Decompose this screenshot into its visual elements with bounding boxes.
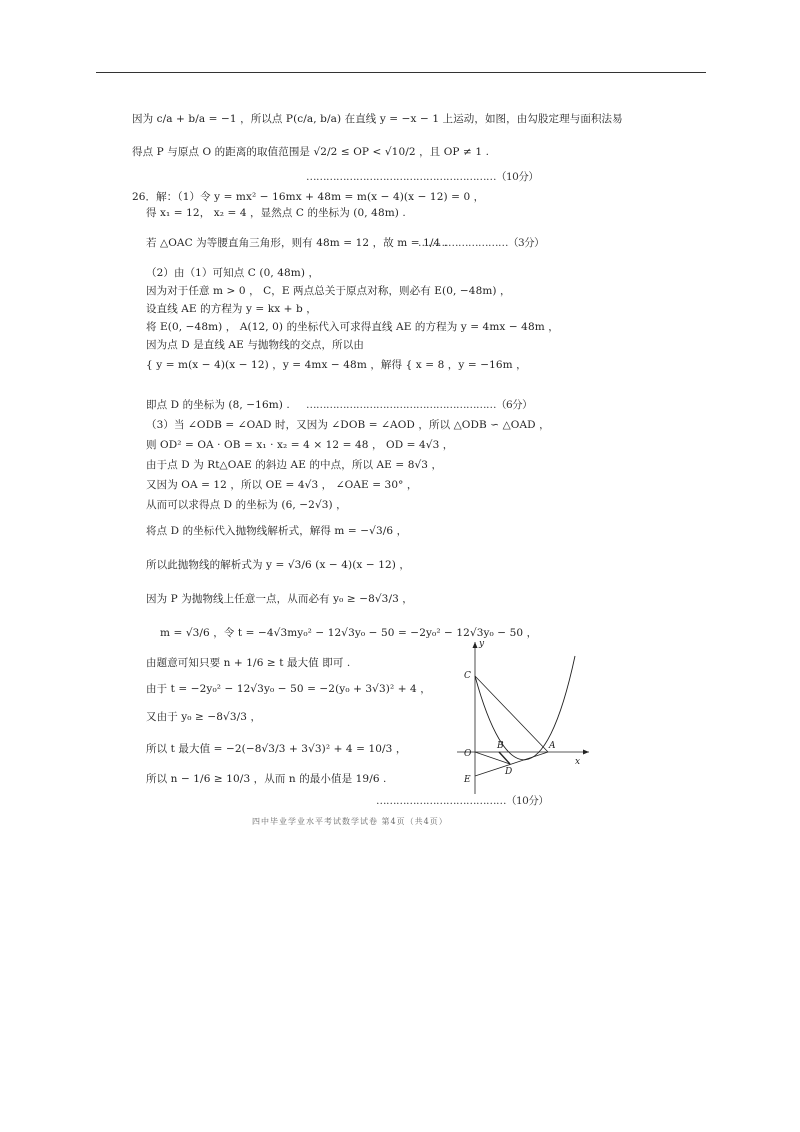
- parabola-curve: [475, 656, 575, 760]
- solution-line: 因为 P 为抛物线上任意一点，从而必有 y₀ ≥ −8√3/3 ，: [146, 593, 413, 605]
- label-A: A: [549, 741, 556, 751]
- parabola-diagram: [455, 636, 595, 796]
- label-D: D: [505, 767, 513, 777]
- label-y: y: [479, 639, 485, 649]
- label-C: C: [464, 671, 471, 681]
- solution-line: 由于 t = −2y₀² − 12√3y₀ − 50 = −2(y₀ + 3√3)² + 4 ，: [146, 683, 431, 695]
- solution-line: { y = m(x − 4)(x − 12) ，y = 4mx − 48m ，解得 { x = 8 ，y = −16m ，: [146, 359, 527, 371]
- solution-line: 因为点 D 是直线 AE 与抛物线的交点，所以由: [146, 339, 364, 351]
- header-rule: [96, 72, 706, 73]
- solution-line: m = √3/6 ，令 t = −4√3my₀² − 12√3y₀ − 50 = −2y₀² − 12√3y₀ − 50 ，: [160, 627, 538, 639]
- solution-line: 又因为 OA = 12 ，所以 OE = 4√3 ， ∠OAE = 30° ，: [146, 479, 418, 491]
- solution-line: 由题意可知只要 n + 1/6 ≥ t 最大值 即可 .: [146, 657, 351, 669]
- score-marker: …………………………………………………（10分）: [306, 171, 539, 183]
- label-B: B: [497, 741, 504, 751]
- solution-line: 若 △OAC 为等腰直角三角形，则有 48m = 12 ，故 m = 1/4 .: [146, 237, 448, 249]
- label-E: E: [464, 775, 471, 785]
- line-CA: [475, 676, 548, 752]
- solution-line: 即点 D 的坐标为 (8, −16m) .: [146, 399, 290, 411]
- solution-line: 设直线 AE 的方程为 y = kx + b ，: [146, 303, 317, 315]
- label-O: O: [464, 749, 472, 759]
- solution-line: 由于点 D 为 Rt△OAE 的斜边 AE 的中点，所以 AE = 8√3 ，: [146, 459, 443, 471]
- solution-line: 因为 c/a + b/a = −1 ，所以点 P(c/a, b/a) 在直线 y = −x − 1 上运动，如图，由勾股定理与面积法易: [132, 113, 623, 125]
- label-x: x: [575, 757, 581, 767]
- solution-line: （3）当 ∠ODB = ∠OAD 时，又因为 ∠DOB = ∠AOD ，所以 △ODB ∽ △OAD ，: [146, 419, 550, 431]
- solution-line: 则 OD² = OA · OB = x₁ · x₂ = 4 × 12 = 48 ， OD = 4√3 ，: [146, 439, 454, 451]
- solution-line: 因为对于任意 m > 0 ， C，E 两点总关于原点对称，则必有 E(0, −48m) ，: [146, 285, 511, 297]
- x-axis-arrow: [583, 750, 589, 755]
- solution-line: 将 E(0, −48m) ， A(12, 0) 的坐标代入可求得直线 AE 的方程为 y = 4mx − 48m ，: [146, 321, 559, 333]
- solution-line: （2）由（1）可知点 C (0, 48m) ，: [146, 267, 320, 279]
- solution-line: 所以 t 最大值 = −2(−8√3/3 + 3√3)² + 4 = 10/3 ，: [146, 743, 407, 755]
- score-marker: ………………………（3分）: [418, 237, 545, 249]
- solution-line: 所以 n − 1/6 ≥ 10/3 ，从而 n 的最小值是 19/6 .: [146, 773, 387, 785]
- score-marker: …………………………………（10分）: [376, 795, 549, 807]
- solution-line: 所以此抛物线的解析式为 y = √3/6 (x − 4)(x − 12) ，: [146, 559, 411, 571]
- solution-line: 26．解：（1）令 y = mx² − 16mx + 48m = m(x − 4)(x − 12) = 0 ，: [132, 191, 485, 203]
- solution-line: 得点 P 与原点 O 的距离的取值范围是 √2/2 ≤ OP < √10/2 ，且 OP ≠ 1 .: [132, 146, 490, 158]
- solution-line: 将点 D 的坐标代入抛物线解析式，解得 m = −√3/6 ，: [146, 525, 408, 537]
- solution-line: 从而可以求得点 D 的坐标为 (6, −2√3) ，: [146, 499, 347, 511]
- page-footer: 四中毕业学业水平考试数学试卷 第4页（共4页）: [252, 817, 448, 826]
- score-marker: …………………………………………………（6分）: [306, 399, 533, 411]
- solution-line: 又由于 y₀ ≥ −8√3/3 ，: [146, 711, 262, 723]
- solution-line: 得 x₁ = 12， x₂ = 4 ，显然点 C 的坐标为 (0, 48m) .: [146, 207, 406, 219]
- y-axis-arrow: [473, 642, 478, 648]
